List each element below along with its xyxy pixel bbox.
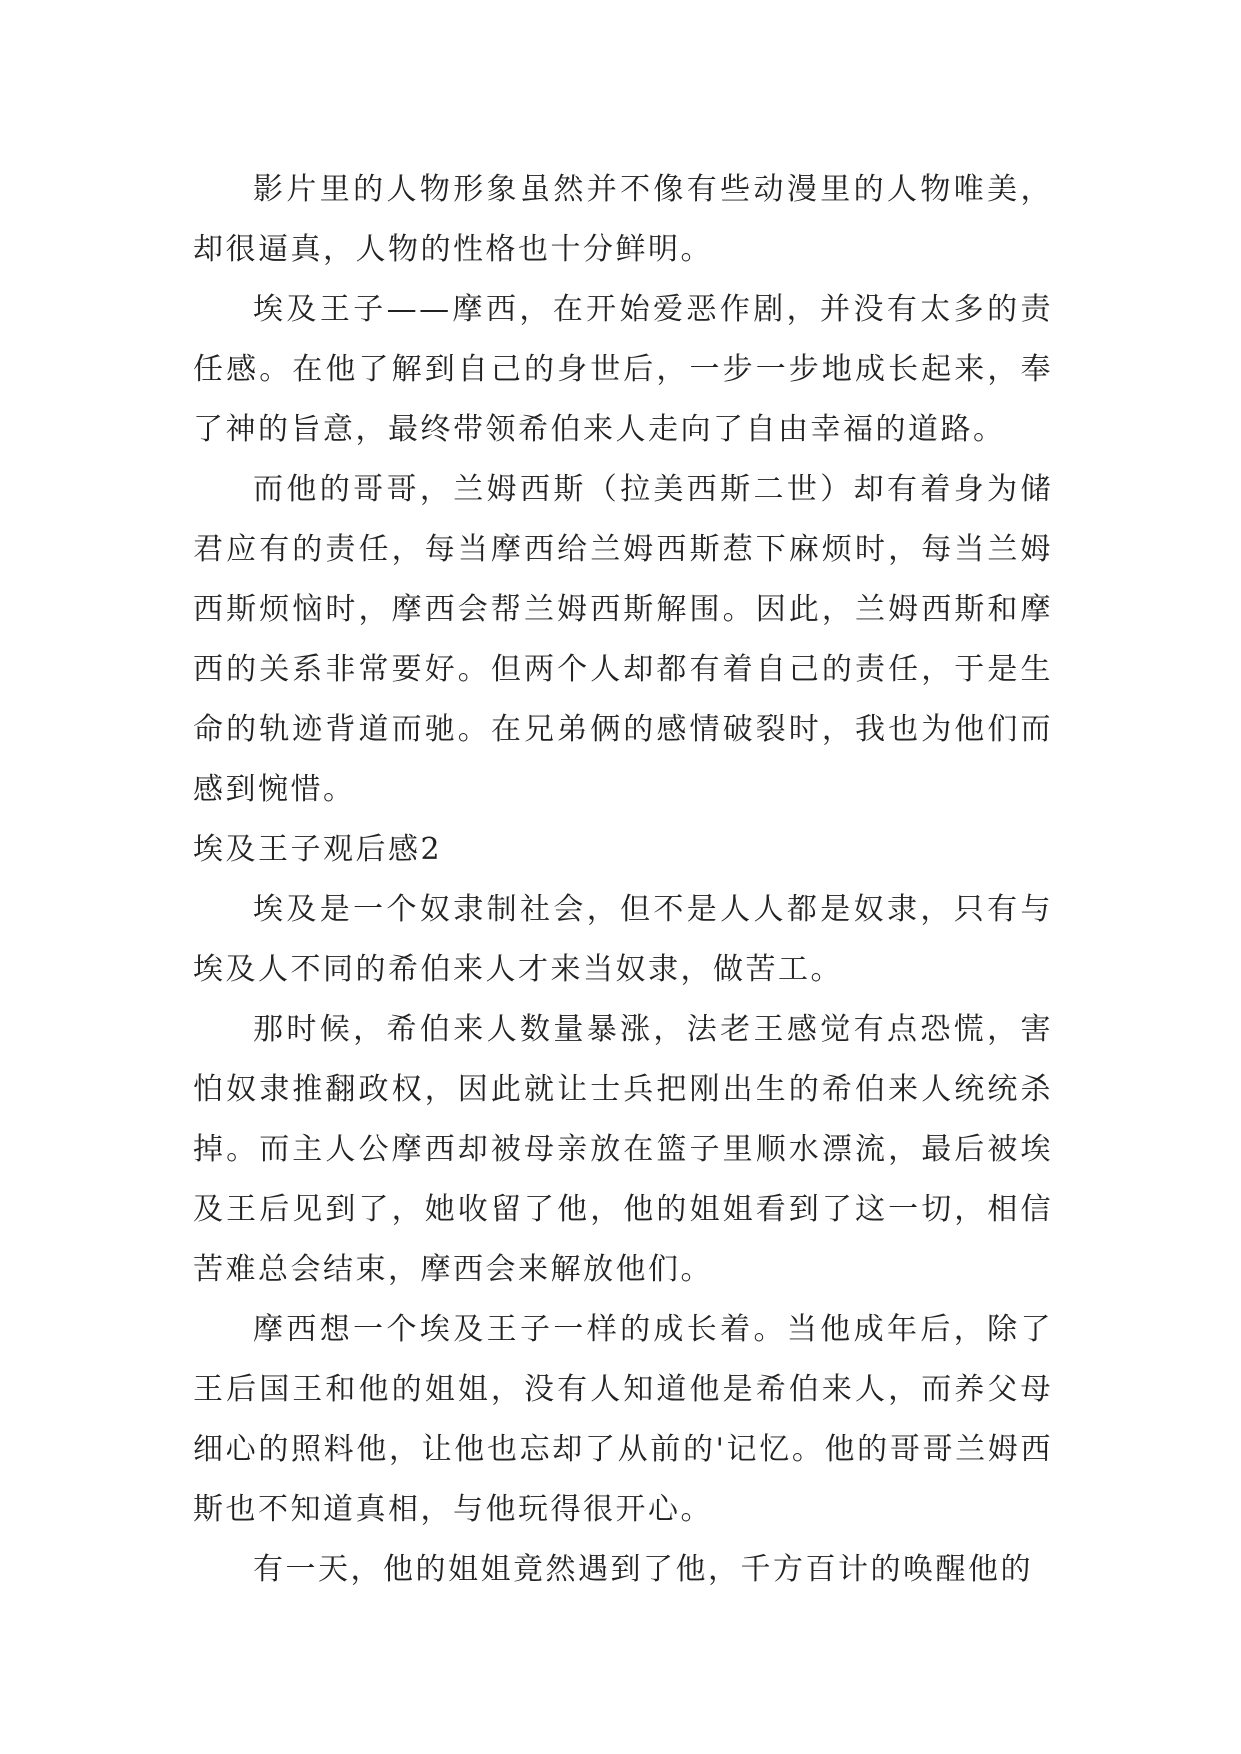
section-heading: 埃及王子观后感2 <box>193 832 443 867</box>
paragraph: 埃及王子——摩西，在开始爱恶作剧，并没有太多的责任感。在他了解到自己的身世后，一步一步地成长起来，奉了神的旨意，最终带领希伯来人走向了自由幸福的道路。 <box>193 292 1053 447</box>
document-body <box>193 160 1053 1600</box>
paragraph: 摩西想一个埃及王子一样的成长着。当他成年后，除了王后国王和他的姐姐，没有人知道他是希伯来人，而养父母细心的照料他，让他也忘却了从前的'记忆。他的哥哥兰姆西斯也不知道真相，与他玩得很开心。 <box>193 1312 1053 1527</box>
paragraph: 埃及是一个奴隶制社会，但不是人人都是奴隶，只有与埃及人不同的希伯来人才来当奴隶，做苦工。 <box>193 892 1053 987</box>
paragraph: 影片里的人物形象虽然并不像有些动漫里的人物唯美，却很逼真，人物的性格也十分鲜明。 <box>193 172 1053 267</box>
paragraph: 那时候，希伯来人数量暴涨，法老王感觉有点恐慌，害怕奴隶推翻政权，因此就让士兵把刚出生的希伯来人统统杀掉。而主人公摩西却被母亲放在篮子里顺水漂流，最后被埃及王后见到了，她收留了他，他的姐姐看到了这一切，相信苦难总会结束，摩西会来解放他们。 <box>193 1012 1053 1287</box>
paragraph: 而他的哥哥，兰姆西斯（拉美西斯二世）却有着身为储君应有的责任，每当摩西给兰姆西斯惹下麻烦时，每当兰姆西斯烦恼时，摩西会帮兰姆西斯解围。因此，兰姆西斯和摩西的关系非常要好。但两个人却都有着自己的责任，于是生命的轨迹背道而驰。在兄弟俩的感情破裂时，我也为他们而感到惋惜。 <box>193 472 1053 807</box>
paragraph: 有一天，他的姐姐竟然遇到了他，千方百计的唤醒他的 <box>253 1552 1033 1587</box>
